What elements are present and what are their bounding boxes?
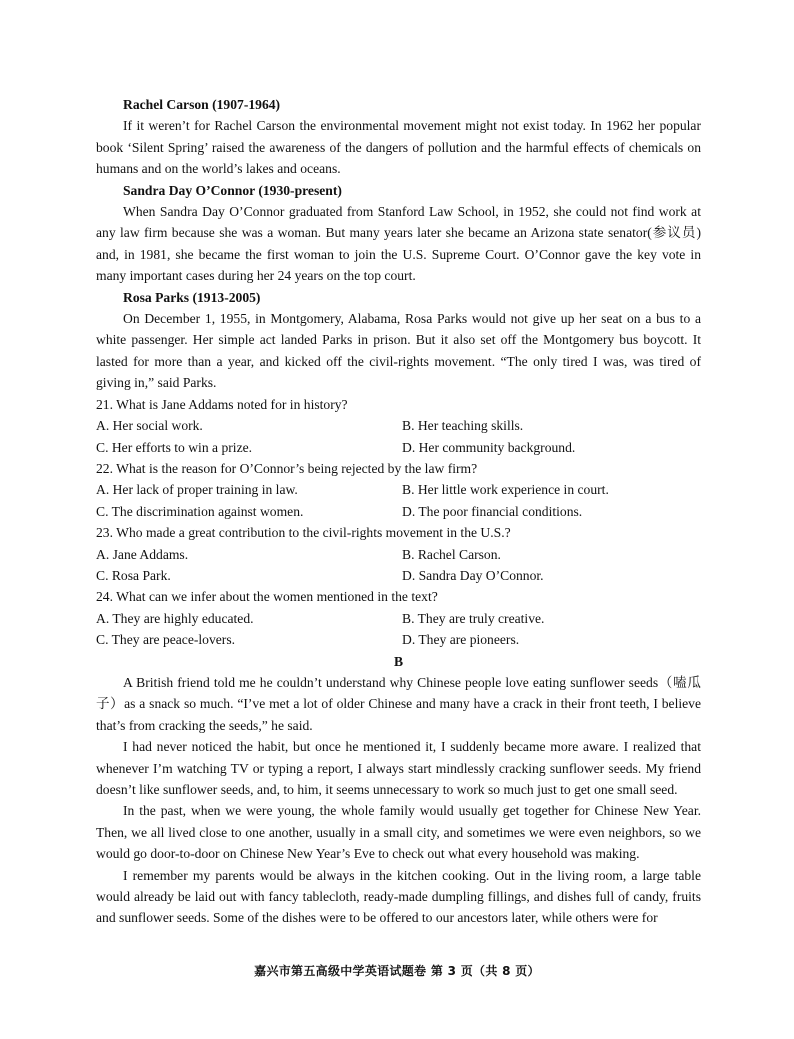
passage-line: 子）as a snack so much. “I’ve met a lot of older Chinese and many have a crack in their front teeth, I believe: [96, 696, 701, 712]
passage-line: In the past, when we were young, the whole family would usually get together for Chinese New Year.: [123, 803, 701, 819]
option-row: [96, 415, 701, 436]
bio-heading: Rosa Parks (1913-2005): [123, 289, 261, 305]
question-stem: 22. What is the reason for O’Connor’s being rejected by the law firm?: [96, 460, 478, 476]
passage-line: Then, we all lived close to one another, usually in a small city, and sometimes we were even neighbors, so we: [96, 824, 701, 840]
option-row: [96, 479, 701, 500]
option-d: D. Her community background.: [402, 439, 576, 455]
bio-line: giving in,” said Parks.: [96, 375, 217, 391]
passage-line: whenever I’m watching TV or typing a report, I always start mindlessly cracking sunflower seeds. My friend: [96, 760, 701, 776]
passage-line: would go door-to-door on Chinese New Year’s Eve to check out what every household was making.: [96, 846, 640, 862]
bio-line: white passenger. Her simple act landed Parks in prison. But it also set off the Montgomery bus boycott. It: [96, 332, 701, 348]
option-b: B. Rachel Carson.: [402, 546, 501, 562]
bio-line: If it weren’t for Rachel Carson the environmental movement might not exist today. In 1962 her popular: [123, 118, 701, 134]
option-d: D. Sandra Day O’Connor.: [402, 567, 544, 583]
option-b: B. They are truly creative.: [402, 610, 545, 626]
bio-rachel-carson: [96, 94, 701, 180]
option-row: [96, 608, 701, 629]
section-b-label: B: [393, 653, 404, 669]
bio-heading: Rachel Carson (1907-1964): [123, 97, 281, 112]
passage-line: I had never noticed the habit, but once he mentioned it, I suddenly became more aware. I realized that: [123, 739, 701, 755]
option-a: A. Jane Addams.: [96, 546, 189, 562]
exam-page: [96, 94, 701, 929]
option-a: A. Her lack of proper training in law.: [96, 482, 298, 498]
option-a: A. Her social work.: [96, 418, 203, 434]
option-row: [96, 437, 701, 458]
question-22: [96, 458, 701, 522]
option-row: [96, 629, 701, 650]
passage-line: would already be laid out with fancy tablecloth, ready-made dumpling fillings, and dishes full of candy, fruits: [96, 889, 701, 905]
option-d: D. They are pioneers.: [402, 632, 520, 648]
passage-line: I remember my parents would be always in the kitchen cooking. Out in the living room, a large table: [123, 867, 701, 883]
passage-line: and sunflower seeds. Some of the dishes were to be offered to our ancestors later, while others were for: [96, 910, 658, 926]
bio-line: any law firm because she was a woman. But many years later she became an Arizona state senator(参议员): [96, 225, 701, 241]
option-b: B. Her teaching skills.: [402, 418, 524, 434]
bio-sandra-day-oconnor: [96, 180, 701, 287]
option-c: C. Her efforts to win a prize.: [96, 439, 253, 455]
bio-line: When Sandra Day O’Connor graduated from Stanford Law School, in 1952, she could not find work at: [123, 204, 701, 220]
bio-line: humans and on the world’s lakes and oceans.: [96, 161, 341, 177]
option-a: A. They are highly educated.: [96, 610, 254, 626]
passage-line: A British friend told me he couldn’t understand why Chinese people love eating sunflower seeds（嗑瓜: [123, 674, 701, 690]
option-row: [96, 501, 701, 522]
option-b: B. Her little work experience in court.: [402, 482, 609, 498]
bio-rosa-parks: [96, 287, 701, 394]
passage-line: doesn’t like sunflower seeds, and, to him, it seems unnecessary to work so much just to get one small seed.: [96, 782, 678, 797]
passage-line: that’s from cracking the seeds,” he said.: [96, 717, 313, 733]
page-footer: 嘉兴市第五高级中学英语试题卷 第 3 页（共 8 页）: [254, 964, 540, 978]
option-row: [96, 565, 701, 586]
question-stem: 21. What is Jane Addams noted for in history?: [96, 396, 348, 412]
option-d: D. The poor financial conditions.: [402, 503, 583, 519]
bio-line: many important cases during her 24 years on the top court.: [96, 268, 416, 284]
question-24: [96, 586, 701, 650]
passage-paragraph: [96, 800, 701, 864]
question-23: [96, 522, 701, 586]
question-stem: 24. What can we infer about the women mentioned in the text?: [96, 589, 438, 605]
option-c: C. Rosa Park.: [96, 567, 171, 583]
option-row: [96, 544, 701, 565]
question-21: [96, 394, 701, 458]
passage-paragraph: [96, 736, 701, 800]
bio-line: lasted for more than a year, and kicked off the civil-rights movement. “The only tired I was, was tired of: [96, 353, 701, 369]
bio-line: On December 1, 1955, in Montgomery, Alabama, Rosa Parks would not give up her seat on a bus to a: [123, 311, 701, 327]
option-c: C. They are peace-lovers.: [96, 632, 236, 648]
passage-paragraph: [96, 865, 701, 929]
bio-heading: Sandra Day O’Connor (1930-present): [123, 182, 342, 198]
passage-paragraph: [96, 672, 701, 736]
bio-line: book ‘Silent Spring’ raised the awareness of the dangers of pollution and the harmful effects of chemicals on: [96, 139, 701, 155]
question-stem: 23. Who made a great contribution to the civil-rights movement in the U.S.?: [96, 525, 511, 541]
option-c: C. The discrimination against women.: [96, 503, 304, 519]
bio-line: and, in 1981, she became the first woman to join the U.S. Supreme Court. O’Connor gave the key vote in: [96, 246, 701, 262]
